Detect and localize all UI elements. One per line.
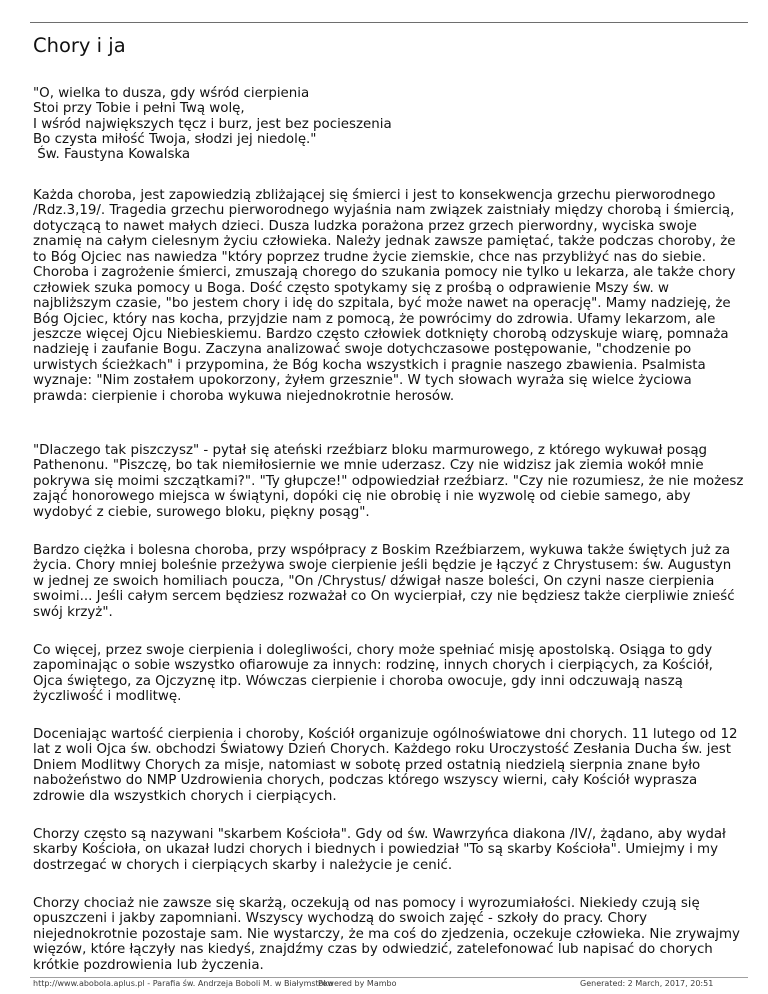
paragraph-line: swój krzyż".: [33, 604, 113, 620]
paragraph-line: Bardzo ciężka i bolesna choroba, przy współpracy z Boskim Rzeźbiarzem, wykuwa także świętych już za: [33, 543, 731, 558]
footer-powered-by: Powered by Mambo: [318, 979, 397, 988]
paragraph-line: Bóg Ojciec, który nas kocha, przyjdzie nam z pomocą, że powrócimy do zdrowia. Ufamy lekarzom, ale: [33, 311, 716, 327]
paragraph-1: [33, 188, 736, 404]
footer-generated: Generated: 2 March, 2017, 20:51: [580, 979, 714, 988]
paragraph-line: zapominając o sobie wszystko ofiarowuje za innych: rodzinę, innych chorych i cierpiących, za Kościół,: [33, 658, 713, 674]
paragraph-line: pokrywa się moimi szczątkami?". "Ty głupcze!" odpowiedział rzeźbiarz. "Czy nie rozumiesz, że nie możesz: [33, 473, 744, 489]
paragraph-line: Ojca świętego, za Ojczyznę itp. Wówczas cierpienie i choroba owocuje, gdy inni odczuwają naszą: [33, 673, 683, 689]
paragraph-line: Pathenonu. "Piszczę, bo tak niemiłosiernie we mnie uderzasz. Czy nie widzisz jak ziemia wokół mnie: [33, 458, 704, 474]
paragraph-line: krótkie pozdrowienia lub życzenia.: [33, 957, 264, 973]
paragraph-line: Co więcej, przez swoje cierpienia i dolegliwości, chory może spełniać misję apostolską. Osiąga to gdy: [33, 643, 713, 658]
paragraph-line: to Bóg Ojciec nas nawiedza "który poprzez trudne życie ziemskie, chce nas przybliżyć nas do siebie.: [33, 249, 706, 265]
paragraph-2: [33, 443, 743, 520]
quote-line: Bo czysta miłość Twoja, słodzi jej niedolę.": [33, 131, 317, 147]
paragraph-line: Choroba i zagrożenie śmierci, zmuszają chorego do szukania pomocy nie tylko u lekarza, ale także chory: [33, 265, 736, 281]
paragraph-line: Chorzy często są nazywani "skarbem Kościoła". Gdy od św. Wawrzyńca diakona /IV/, żądano, aby wydał: [33, 827, 726, 842]
paragraph-line: urwistych ścieżkach" i przypomina, że Bóg kocha wszystkich i pragnie naszego zbawienia. Psalmista: [33, 357, 706, 373]
paragraph-line: niejednokrotnie pozostaje sam. Nie wystarczy, że ma coś do zjedzenia, oczekuje człowieka. Nie zrywajmy: [33, 926, 740, 942]
quote-line: Stoi przy Tobie i pełni Twą wolę,: [33, 101, 245, 117]
quote-block: [33, 86, 392, 162]
paragraph-line: zająć honorowego miejsca w świątyni, dopóki cię nie obrobię i nie wyzwolę od ciebie samego, aby: [33, 489, 691, 505]
header-rule: [30, 22, 748, 23]
paragraph-line: zdrowie dla wszystkich chorych i cierpiących.: [33, 788, 337, 804]
paragraph-line: opuszczeni i jakby zapomniani. Wszyscy wychodzą do swoich zajęć - szkoły do pracy. Chory: [33, 911, 648, 927]
paragraph-line: swoimi... Jeśli całym sercem będziesz rozważał co On wycierpiał, czy nie będziesz także cierpliwie znieść: [33, 589, 735, 605]
footer-rule: [30, 977, 748, 978]
paragraph-line: nabożeństwo do NMP Uzdrowienia chorych, podczas którego wszyscy wierni, cały Kościół wyprasza: [33, 773, 698, 789]
paragraph-line: jeszcze więcej Ojcu Niebieskiemu. Bardzo często człowiek dotknięty chorobą odzyskuje wiarę, pomnaża: [33, 326, 729, 342]
paragraph-line: /Rdz.3,19/. Tragedia grzechu pierworodnego wyjaśnia nam związek zaistniały między chorobą i śmiercią,: [33, 203, 735, 219]
paragraph-line: lat z woli Ojca św. obchodzi Światowy Dzień Chorych. Każdego roku Uroczystość Zesłania Ducha św. jest: [33, 742, 731, 758]
paragraph-line: wydobyć z ciebie, surowego bloku, piękny posąg".: [33, 504, 370, 520]
quote-verse: [33, 86, 392, 147]
paragraph-7: [33, 896, 740, 973]
paragraph-line: skarby Kościoła, on ukazał ludzi chorych i biednych i powiedział "To są skarby Kościoła". Umiejmy i my: [33, 842, 719, 858]
paragraph-line: Dniem Modlitwy Chorych za misje, natomiast w sobotę przed ostatnią niedzielą sierpnia znane było: [33, 757, 701, 773]
paragraph-line: życzliwość i modlitwę.: [33, 689, 182, 705]
quote-line: "O, wielka to dusza, gdy wśród cierpienia: [33, 86, 310, 101]
paragraph-line: znamię na całym cielesnym życiu człowieka. Należy jednak zawsze pamiętać, także podczas choroby, że: [33, 234, 736, 250]
paragraph-line: najbliższym czasie, "bo jestem chory i idę do szpitala, być może nawet na operację". Mamy nadzieję, że: [33, 296, 731, 312]
paragraph-line: życia. Chory mniej boleśnie przeżywa swoje cierpienie jeśli będzie je łączyć z Chrystusem: św. Augustyn: [33, 558, 732, 574]
paragraph-5: [33, 727, 738, 804]
paragraph-line: człowiek szuka pomocy u Boga. Dość często spotykamy się z prośbą o odprawienie Mszy św. w: [33, 280, 669, 296]
paragraph-line: Chorzy chociaż nie zawsze się skarżą, oczekują od nas pomocy i wyrozumiałości. Niekiedy czują się: [33, 896, 700, 911]
page-title: Chory i ja: [33, 34, 126, 57]
footer-source: http://www.abobola.aplus.pl - Parafia św. Andrzeja Boboli M. w Białymstoku: [33, 979, 334, 988]
quote-author: Św. Faustyna Kowalska: [33, 147, 191, 163]
paragraph-line: dostrzegać w chorych i cierpiących skarby i należycie je cenić.: [33, 857, 453, 873]
quote-line: I wśród największych tęcz i burz, jest bez pocieszenia: [33, 116, 392, 132]
paragraph-line: Doceniając wartość cierpienia i choroby, Kościół organizuje ogólnoświatowe dni chorych. 11 lutego od 12: [33, 727, 738, 742]
paragraph-line: nadzieję i zaufanie Bogu. Zaczyna analizować swoje dotychczasowe postępowanie, "chodzenie po: [33, 342, 692, 358]
paragraph-line: "Dlaczego tak piszczysz" - pytał się ateński rzeźbiarz bloku marmurowego, z którego wykuwał posąg: [33, 443, 708, 458]
paragraph-6: [33, 827, 726, 873]
paragraph-4: [33, 643, 713, 705]
paragraph-line: więzów, które łączyły nas kiedyś, znajdźmy czas by odwiedzić, zatelefonować lub napisać do chorych: [33, 942, 713, 958]
paragraph-line: wyznaje: "Nim zostałem upokorzony, żyłem grzesznie". W tych słowach wyraża się wielce życiowa: [33, 373, 692, 389]
paragraph-3: [33, 543, 735, 620]
paragraph-line: dotyczącą to nawet małych dzieci. Dusza ludzka porażona przez grzech pierwordny, wyciska swoje: [33, 218, 697, 234]
paragraph-line: Każda choroba, jest zapowiedzią zbliżającej się śmierci i jest to konsekwencja grzechu pierworodnego: [33, 188, 716, 203]
paragraph-line: prawda: cierpienie i choroba wykuwa niejednokrotnie herosów.: [33, 388, 455, 404]
paragraph-line: w jednej ze swoich homiliach poucza, "On /Chrystus/ dźwigał nasze boleści, On czyni nasze cierpienia: [33, 573, 715, 589]
